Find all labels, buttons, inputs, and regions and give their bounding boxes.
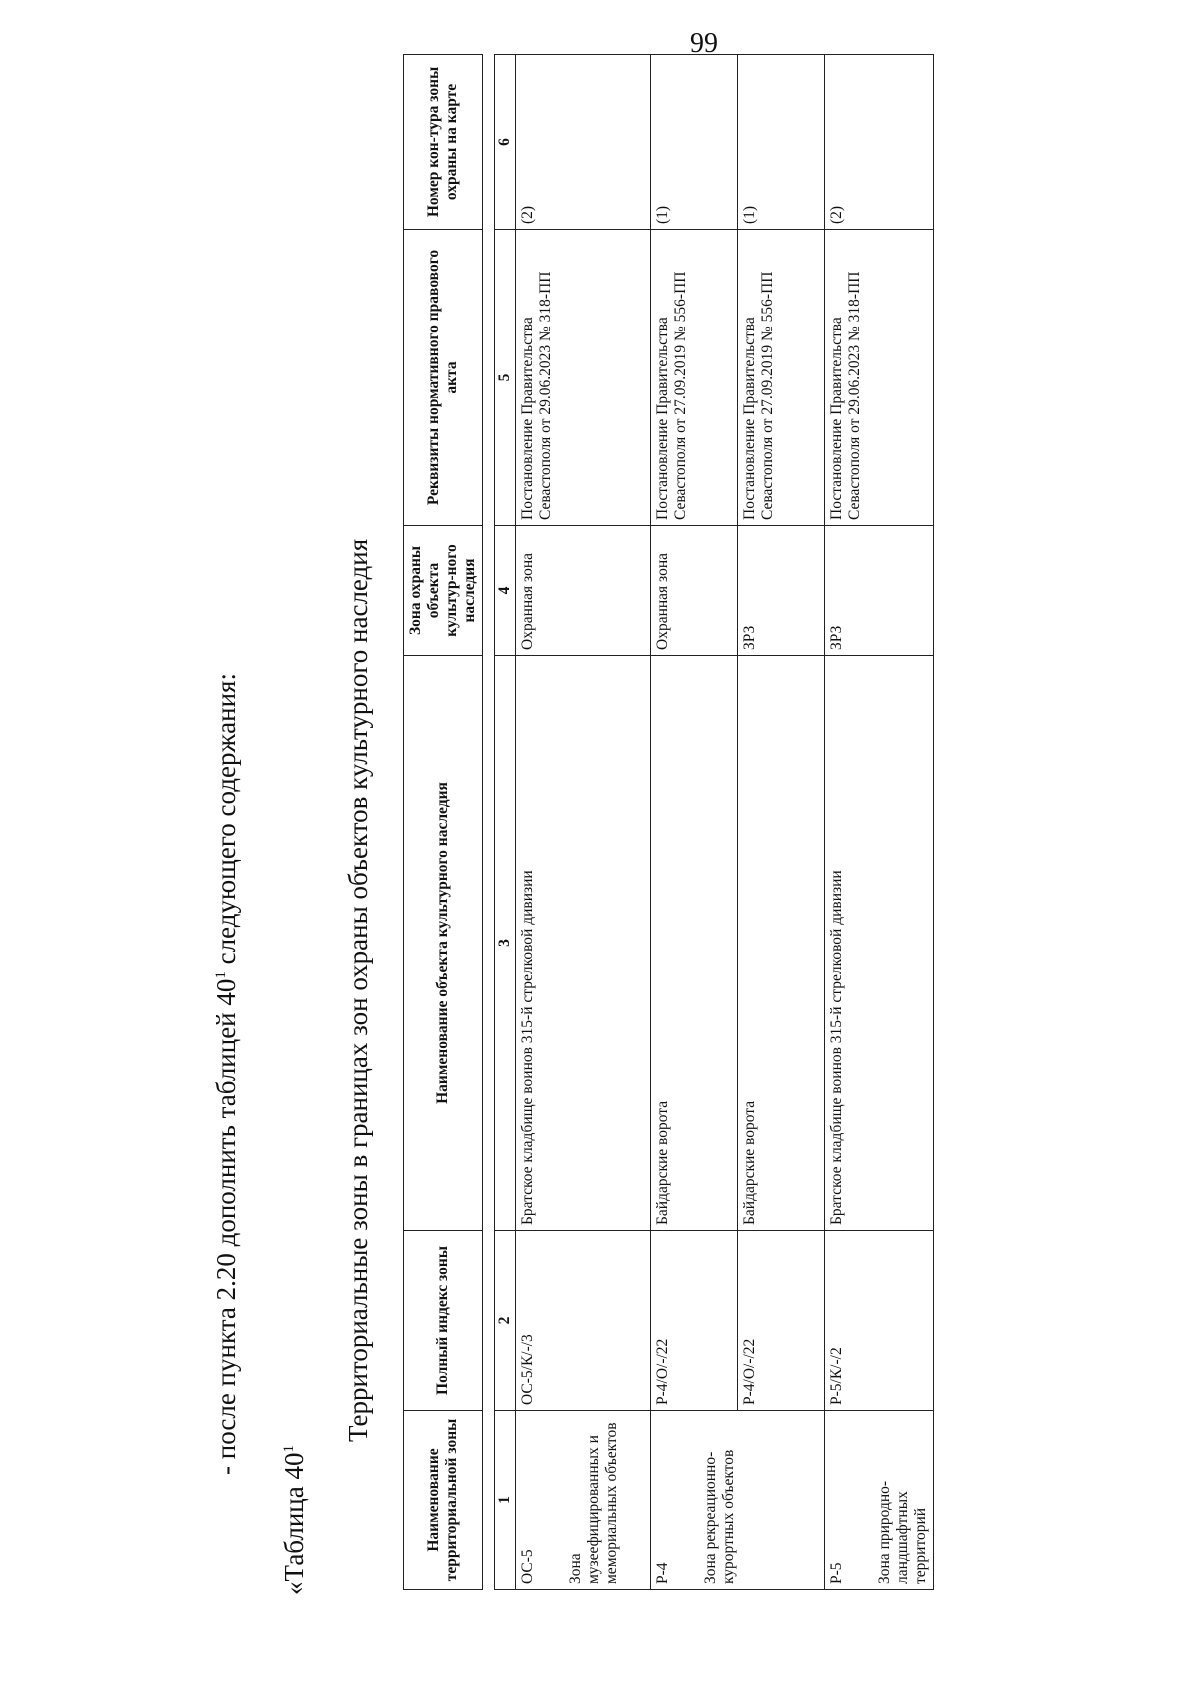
zones-table [403,54,934,1590]
table-row [651,55,738,1590]
contour-number: (2) [516,55,651,230]
protection-zone: Охранная зона [516,526,651,656]
legal-act: Постановление Правительства Севастополя от 27.09.2019 № 556-ПП [651,230,738,526]
legal-act: Постановление Правительства Севастополя от 29.06.2023 № 318-ПП [516,230,651,526]
intro-superscript: 1 [213,971,229,979]
zone-name: Зона природно-ландшафтных территорий [876,1480,929,1584]
column-number: 4 [495,526,516,656]
column-number: 6 [495,55,516,230]
table-row [825,55,934,1590]
protection-zone: ЗРЗ [738,526,825,656]
heritage-object: Байдарские ворота [738,656,825,1231]
table-title: Территориальные зоны в границах зон охраны объектов культурного наследия [343,538,373,1442]
heritage-object: Байдарские ворота [651,656,738,1231]
zone-cell [825,1411,934,1590]
zone-name: Зона музеефицированных и мемориальных объектов [567,1422,620,1584]
zone-code: Р-5 [828,1562,845,1584]
contour-number: (1) [738,55,825,230]
heritage-object: Братское кладбище воинов 315-й стрелковой дивизии [825,656,934,1231]
zone-name: Зона рекреационно-курортных объектов [702,1449,737,1584]
contour-number: (1) [651,55,738,230]
zone-code: ОС-5 [519,1549,536,1584]
protection-zone: Охранная зона [651,526,738,656]
header-full-index: Полный индекс зоны [404,1231,483,1411]
header-legal-act: Реквизиты нормативного правового акта [404,230,483,526]
table-label-text: «Таблица 40 [279,1452,309,1595]
full-index: Р-5/К/-/2 [825,1231,934,1411]
table-header-row [404,55,483,1590]
header-contour-number: Номер кон-тура зоны охраны на карте [404,55,483,230]
intro-text [203,673,244,1475]
page-number: 99 [690,28,718,59]
full-index: Р-4/О/-/22 [738,1231,825,1411]
table-row [516,55,651,1590]
full-index: Р-4/О/-/22 [651,1231,738,1411]
zone-cell [651,1411,825,1590]
table-label-superscript: 1 [281,1445,297,1453]
column-numbers-row [495,55,516,1590]
zone-code: Р-4 [654,1562,671,1584]
column-number: 5 [495,230,516,526]
header-protection-zone: Зона охраны объекта культур-ного наследия [404,526,483,656]
column-number: 3 [495,656,516,1231]
protection-zone: ЗРЗ [825,526,934,656]
header-zone-name: Наименование территориальной зоны [404,1411,483,1590]
column-number: 1 [495,1411,516,1590]
column-number: 2 [495,1231,516,1411]
full-index: ОС-5/К/-/3 [516,1231,651,1411]
table-row [738,55,825,1590]
heritage-object: Братское кладбище воинов 315-й стрелковой дивизии [516,656,651,1231]
zone-cell [516,1411,651,1590]
contour-number: (2) [825,55,934,230]
intro-text-after: следующего содержания: [211,673,241,972]
legal-act: Постановление Правительства Севастополя от 29.06.2023 № 318-ПП [825,230,934,526]
legal-act: Постановление Правительства Севастополя от 27.09.2019 № 556-ПП [738,230,825,526]
header-heritage-object: Наименование объекта культурного наследия [404,656,483,1231]
rotated-content [203,55,1200,1595]
table-label [271,1445,312,1595]
intro-text-before: - после пункта 2.20 дополнить таблицей 40 [211,978,241,1475]
